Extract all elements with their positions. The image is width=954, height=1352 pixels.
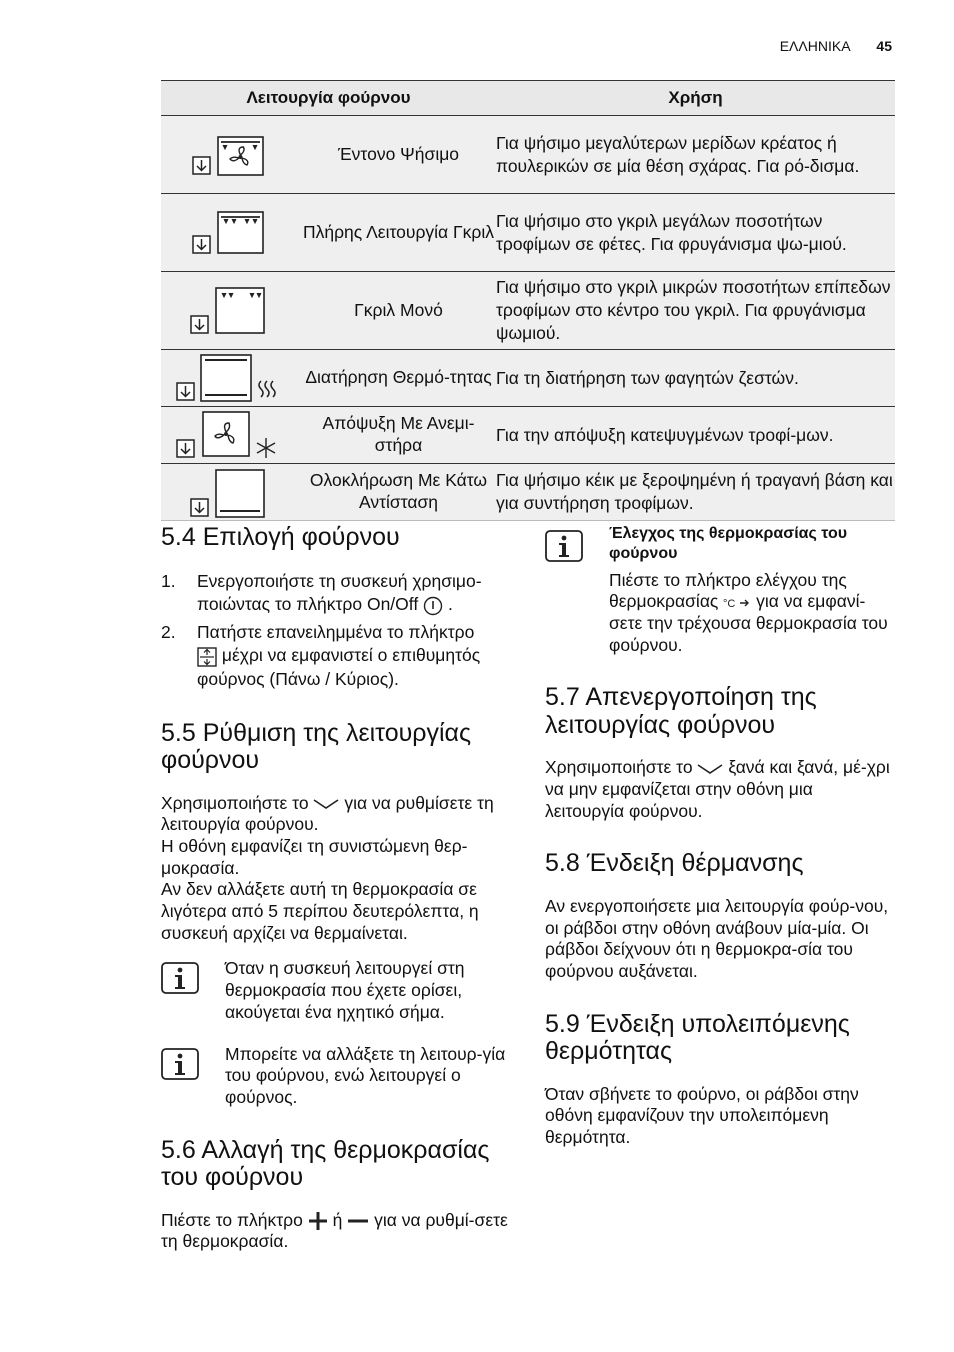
keep-warm-icon (161, 351, 301, 406)
oven-functions-table (161, 80, 895, 521)
paragraph: Πιέστε το πλήκτρο ή για να ρυθμί-σετε τη θερμοκρασία. (161, 1209, 508, 1252)
table-header-row (161, 81, 895, 116)
section-heading-5-8: 5.8 Ένδειξη θέρμανσης (545, 849, 804, 878)
section-heading-5-4: 5.4 Επιλογή φούρνου (161, 523, 400, 551)
function-name: Ολοκλήρωση Με Κάτω Αντίσταση (301, 464, 496, 521)
paragraph: Αν δεν αλλάξετε αυτή τη θερμοκρασία σε λιγότερα από 5 περίπου δευτερόλεπτα, η συσκευή αρχίζει να θερμαίνεται. (161, 879, 479, 943)
column-header-function: Λειτουργία φούρνου (161, 81, 496, 116)
chevron-down-icon (313, 798, 339, 810)
plus-icon (308, 1211, 328, 1231)
temperature-check-icon (723, 596, 751, 610)
info-icon (545, 530, 583, 562)
table-row (161, 272, 895, 350)
function-use: Για τη διατήρηση των φαγητών ζεστών. (496, 350, 895, 407)
function-icon-cell (161, 194, 301, 272)
minus-icon (347, 1216, 369, 1226)
function-icon-cell (161, 464, 301, 521)
function-name: Γκριλ Μονό (301, 272, 496, 350)
steps-list (161, 570, 511, 692)
function-use: Για ψήσιμο στο γκριλ μικρών ποσοτήτων επίπεδων τροφίμων στο κέντρο του γκριλ. Για φρυγάνισμα ψωμιού. (496, 272, 895, 350)
section-heading-5-7: 5.7 Απενεργοποίηση της λειτουργίας φούρνου (545, 683, 817, 739)
oven-select-icon (197, 647, 217, 667)
right-column (545, 524, 895, 1149)
function-name: Πλήρης Λειτουργία Γκριλ (301, 194, 496, 272)
info-icon (161, 962, 199, 994)
page-header (780, 38, 892, 54)
function-name: Διατήρηση Θερμό-τητας (301, 350, 496, 407)
info-note: Όταν η συσκευή λειτουργεί στη θερμοκρασία που έχετε ορίσει, ακούγεται ένα ηχητικό σήμα. (161, 958, 511, 1023)
info-icon (161, 1048, 199, 1080)
function-use: Για την απόψυξη κατεψυγμένων τροφί-μων. (496, 407, 895, 464)
function-name: Απόψυξη Με Ανεμι-στήρα (301, 407, 496, 464)
table-row (161, 464, 895, 521)
left-column (161, 524, 511, 1253)
function-name: Έντονο Ψήσιμο (301, 116, 496, 194)
function-icon-cell (161, 350, 301, 407)
function-icon-cell (161, 272, 301, 350)
column-header-use: Χρήση (496, 81, 895, 116)
turbo-grill-icon (161, 117, 301, 193)
function-use: Για ψήσιμο κέικ με ξεροψημένη ή τραγανή βάση και για συντήρηση τροφίμων. (496, 464, 895, 521)
table-row (161, 407, 895, 464)
function-use: Για ψήσιμο μεγαλύτερων μερίδων κρέατος ή πουλερικών σε μία θέση σχάρας. Για ρό-δισμα. (496, 116, 895, 194)
chevron-down-icon (697, 763, 723, 775)
table-row (161, 350, 895, 407)
language-label: ΕΛΛΗΝΙΚΑ (779, 38, 851, 54)
table-row (161, 116, 895, 194)
function-icon-cell (161, 116, 301, 194)
power-icon (423, 596, 443, 616)
paragraph: Χρησιμοποιήστε το για να ρυθμίσετε τη λειτουργία φούρνου. (161, 792, 494, 835)
paragraph: Αν ενεργοποιήσετε μια λειτουργία φούρ-νου, οι ράβδοι στην οθόνη ανάβουν μία-μία. Οι ράβδοι δείχνουν ότι η θερμοκρα-σία του φούρνου αυξάνεται. (545, 895, 889, 982)
paragraph: Χρησιμοποιήστε το ξανά και ξανά, μέ-χρι να μην εμφανίζεται στην οθόνη μια λειτουργία φούρνου. (545, 757, 890, 821)
paragraph: Όταν σβήνετε το φούρνο, οι ράβδοι στην οθόνη εμφανίζουν την υπολειπόμενη θερμότητα. (545, 1083, 859, 1148)
table-row (161, 194, 895, 272)
section-heading-5-6: 5.6 Αλλαγή της θερμοκρασίας του φούρνου (161, 1135, 490, 1192)
list-item: 2. Πατήστε επανειλημμένα το πλήκτρο μέχρι να εμφανιστεί ο επιθυμητός φούρνος (Πάνω / Κύριος). (161, 621, 481, 689)
section-heading-5-9: 5.9 Ένδειξη υπολειπόμενης θερμότητας (545, 1009, 850, 1066)
info-note-temperature-check (545, 524, 895, 656)
defrost-icon (161, 408, 301, 463)
list-item: 1. Ενεργοποιήστε τη συσκευή χρησιμο-ποιώντας το πλήκτρο On/Off . (161, 570, 482, 615)
note-body: Πιέστε το πλήκτρο ελέγχου της θερμοκρασίας °C για να εμφανί-σετε την τρέχουσα θερμοκρασία του φούρνου. (609, 569, 888, 655)
full-grill-icon (161, 195, 301, 271)
bottom-heat-icon (161, 465, 301, 520)
page-number: 45 (876, 38, 892, 54)
grill-icon (161, 273, 301, 349)
function-use: Για ψήσιμο στο γκριλ μεγάλων ποσοτήτων τροφίμων σε φέτες. Για φρυγάνισμα ψω-μιού. (496, 194, 895, 272)
function-icon-cell (161, 407, 301, 464)
note-title: Έλεγχος της θερμοκρασίας του φούρνου (609, 525, 848, 562)
svg-text:°C: °C (723, 597, 736, 610)
section-heading-5-5: 5.5 Ρύθμιση της λειτουργίας φούρνου (161, 718, 472, 775)
paragraph: Η οθόνη εμφανίζει τη συνιστώμενη θερ-μοκρασία. (161, 836, 468, 878)
info-note: Μπορείτε να αλλάξετε τη λειτουρ-γία του φούρνου, ενώ λειτουργεί ο φούρνος. (161, 1044, 511, 1109)
